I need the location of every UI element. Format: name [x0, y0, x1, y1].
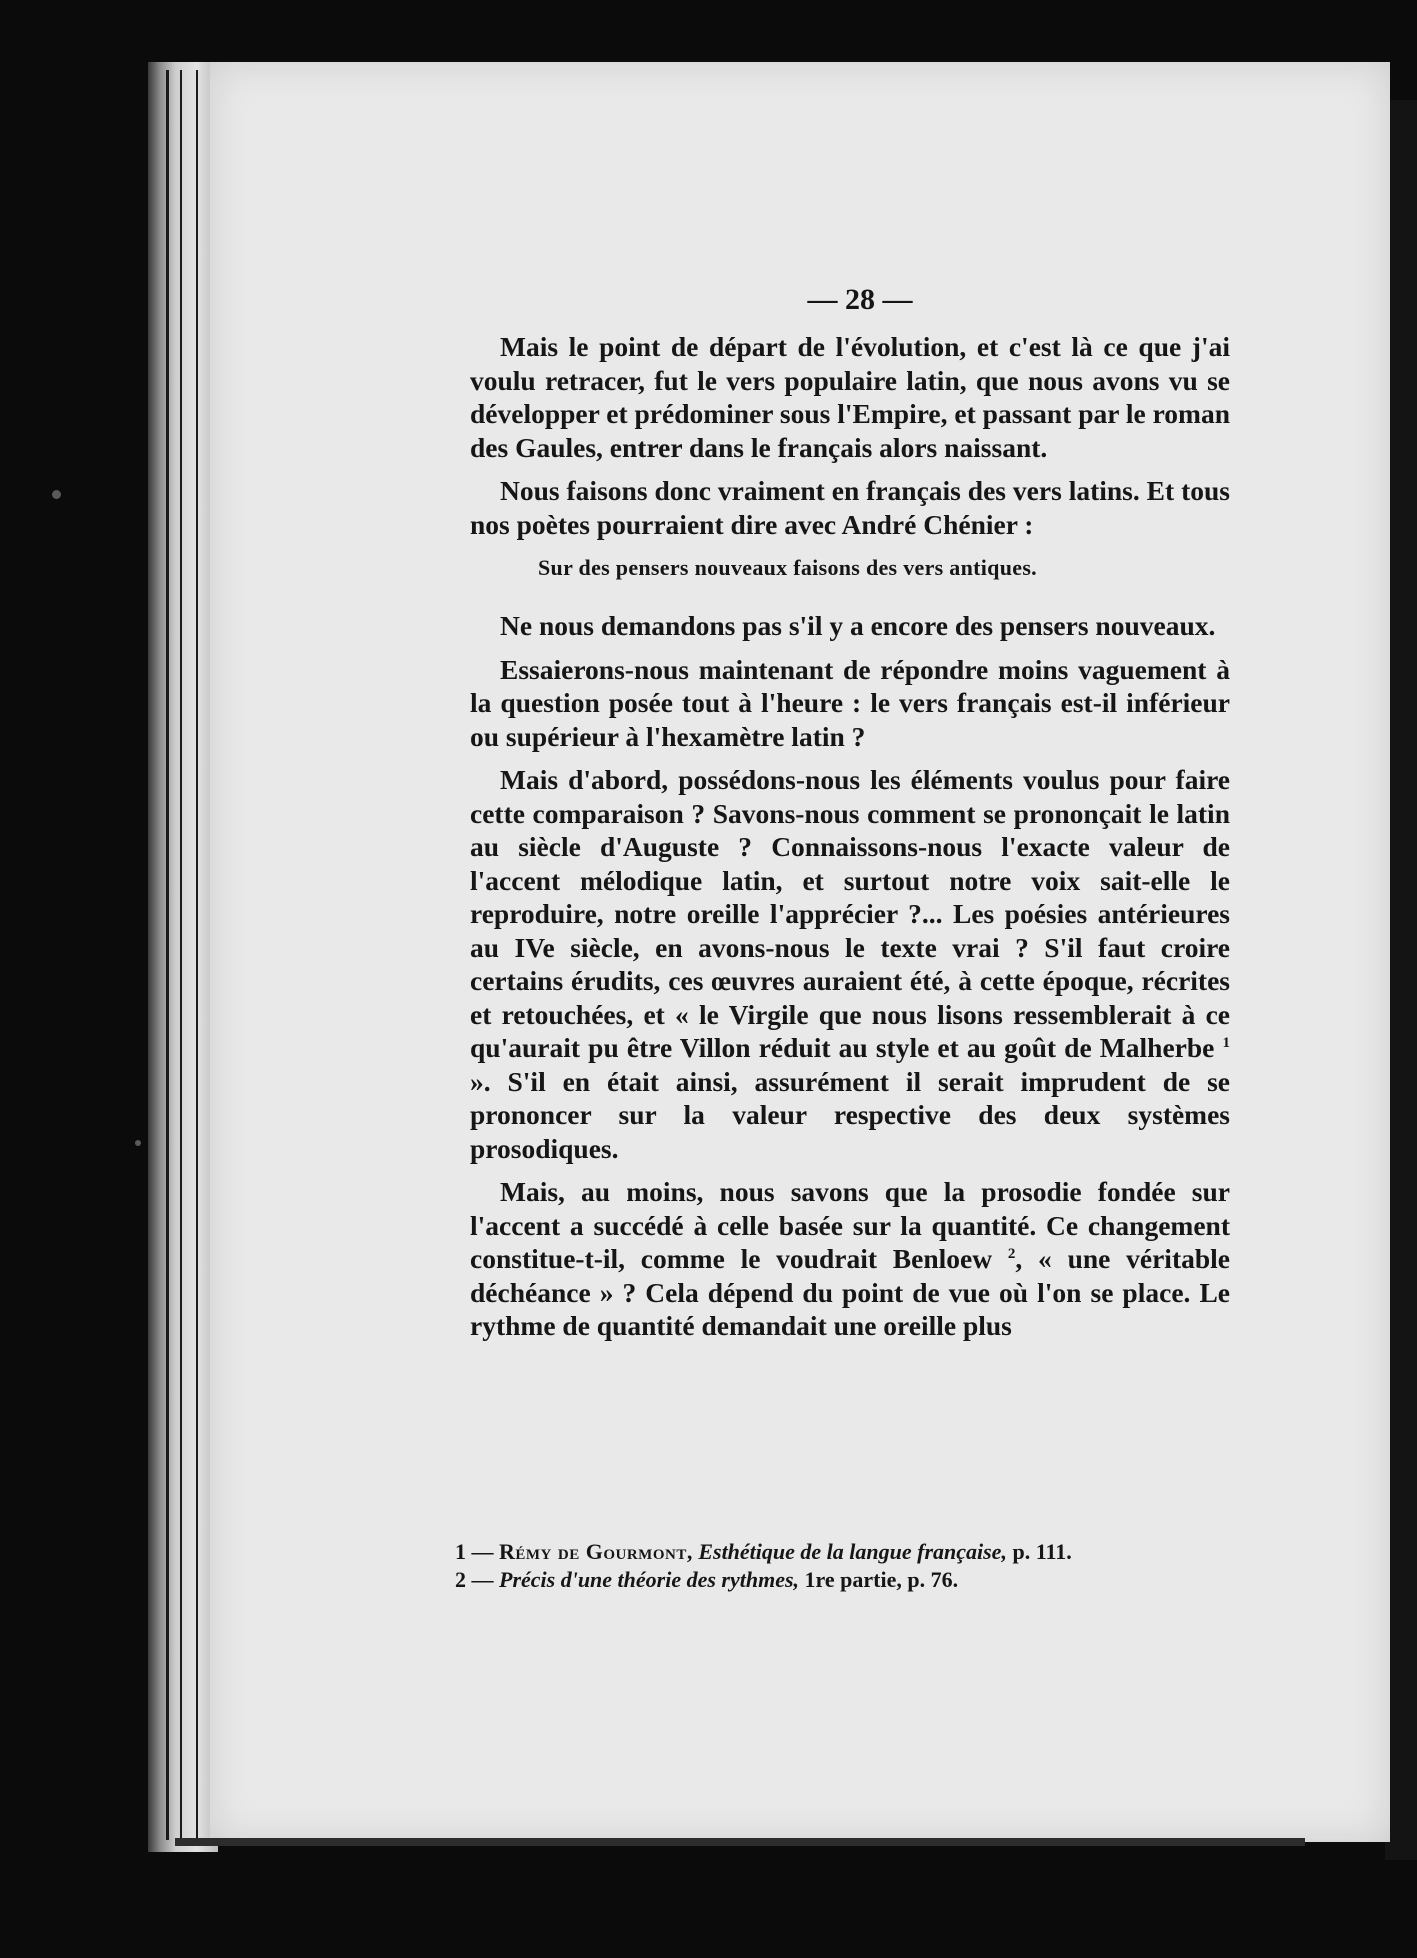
- scan-speck: [135, 1140, 141, 1146]
- spine-line: [180, 70, 182, 1840]
- footnote-1: [455, 1538, 1235, 1566]
- page-bottom-edge: [175, 1838, 1305, 1846]
- book-spine: [148, 62, 218, 1852]
- page-number: — 28 —: [807, 283, 913, 316]
- paragraph: [470, 763, 1230, 1165]
- paragraph-text: Mais d'abord, possédons-nous les éléments voulus pour faire cette comparaison ? Savons-nous comment se prononçait le latin au siècle d'Auguste ? Connaissons-nous l'exacte valeur de l'accent mélodique latin, et surtout notre voix sait-elle le reproduire, notre oreille l'apprécier ?... Les poésies antérieures au IVe siècle, en avons-nous le texte vrai ? S'il faut croire certains érudits, ces œuvres auraient été, à cette époque, récrites et retouchées, et « le Virgile que nous lisons ressemblerait à ce qu'aurait pu être Villon réduit au style et au goût de Malherbe: [470, 764, 1230, 1063]
- footnote-title: Précis d'une théorie des rythmes,: [499, 1567, 800, 1592]
- footnote-ref: 2: [1007, 1245, 1016, 1262]
- paragraph: Mais le point de départ de l'évolution, et c'est là ce que j'ai voulu retracer, fut le vers populaire latin, que nous avons vu se développer et prédominer sous l'Empire, et passant par le roman des Gaules, entrer dans le français alors naissant.: [470, 331, 1230, 463]
- body-text: [470, 330, 1230, 1353]
- paragraph-text: , « une véritable déchéance » ? Cela dépend du point de vue où l'on se place. Le rythme de quantité demandait une oreille plus: [470, 1243, 1230, 1341]
- paragraph: Ne nous demandons pas s'il y a encore des pensers nouveaux.: [500, 610, 1216, 641]
- spine-line: [196, 70, 198, 1840]
- paragraph-text: Mais, au moins, nous savons que la prosodie fondée sur l'accent a succédé à celle basée sur la quantité. Ce changement constitue-t-il, comme le voudrait Benloew: [470, 1176, 1230, 1274]
- footnote-number: 1 —: [455, 1539, 494, 1564]
- footnote-number: 2 —: [455, 1567, 494, 1592]
- paragraph: Nous faisons donc vraiment en français des vers latins. Et tous nos poètes pourraient dire avec André Chénier :: [470, 475, 1230, 540]
- scan-speck: [52, 490, 61, 499]
- paragraph-text: ». S'il en était ainsi, assurément il serait imprudent de se prononcer sur la valeur respective des deux systèmes prosodiques.: [470, 1065, 1230, 1164]
- footnotes: [455, 1538, 1235, 1594]
- footnote-2: [455, 1566, 1235, 1594]
- footnote-author: Rémy de Gourmont,: [499, 1539, 693, 1564]
- paragraph: Essaierons-nous maintenant de répondre moins vaguement à la question posée tout à l'heure : le vers français est-il inférieur ou supérieur à l'hexamètre latin ?: [470, 653, 1230, 752]
- footnote-page: 1re partie, p. 76.: [804, 1567, 959, 1592]
- footnote-page: p. 111.: [1012, 1539, 1072, 1564]
- verse-quote: Sur des pensers nouveaux faisons des vers antiques.: [538, 555, 1037, 580]
- spine-line: [166, 70, 169, 1840]
- footnote-title: Esthétique de la langue française,: [698, 1539, 1007, 1564]
- paragraph: [470, 1175, 1230, 1343]
- footnote-ref: 1: [1222, 1034, 1230, 1051]
